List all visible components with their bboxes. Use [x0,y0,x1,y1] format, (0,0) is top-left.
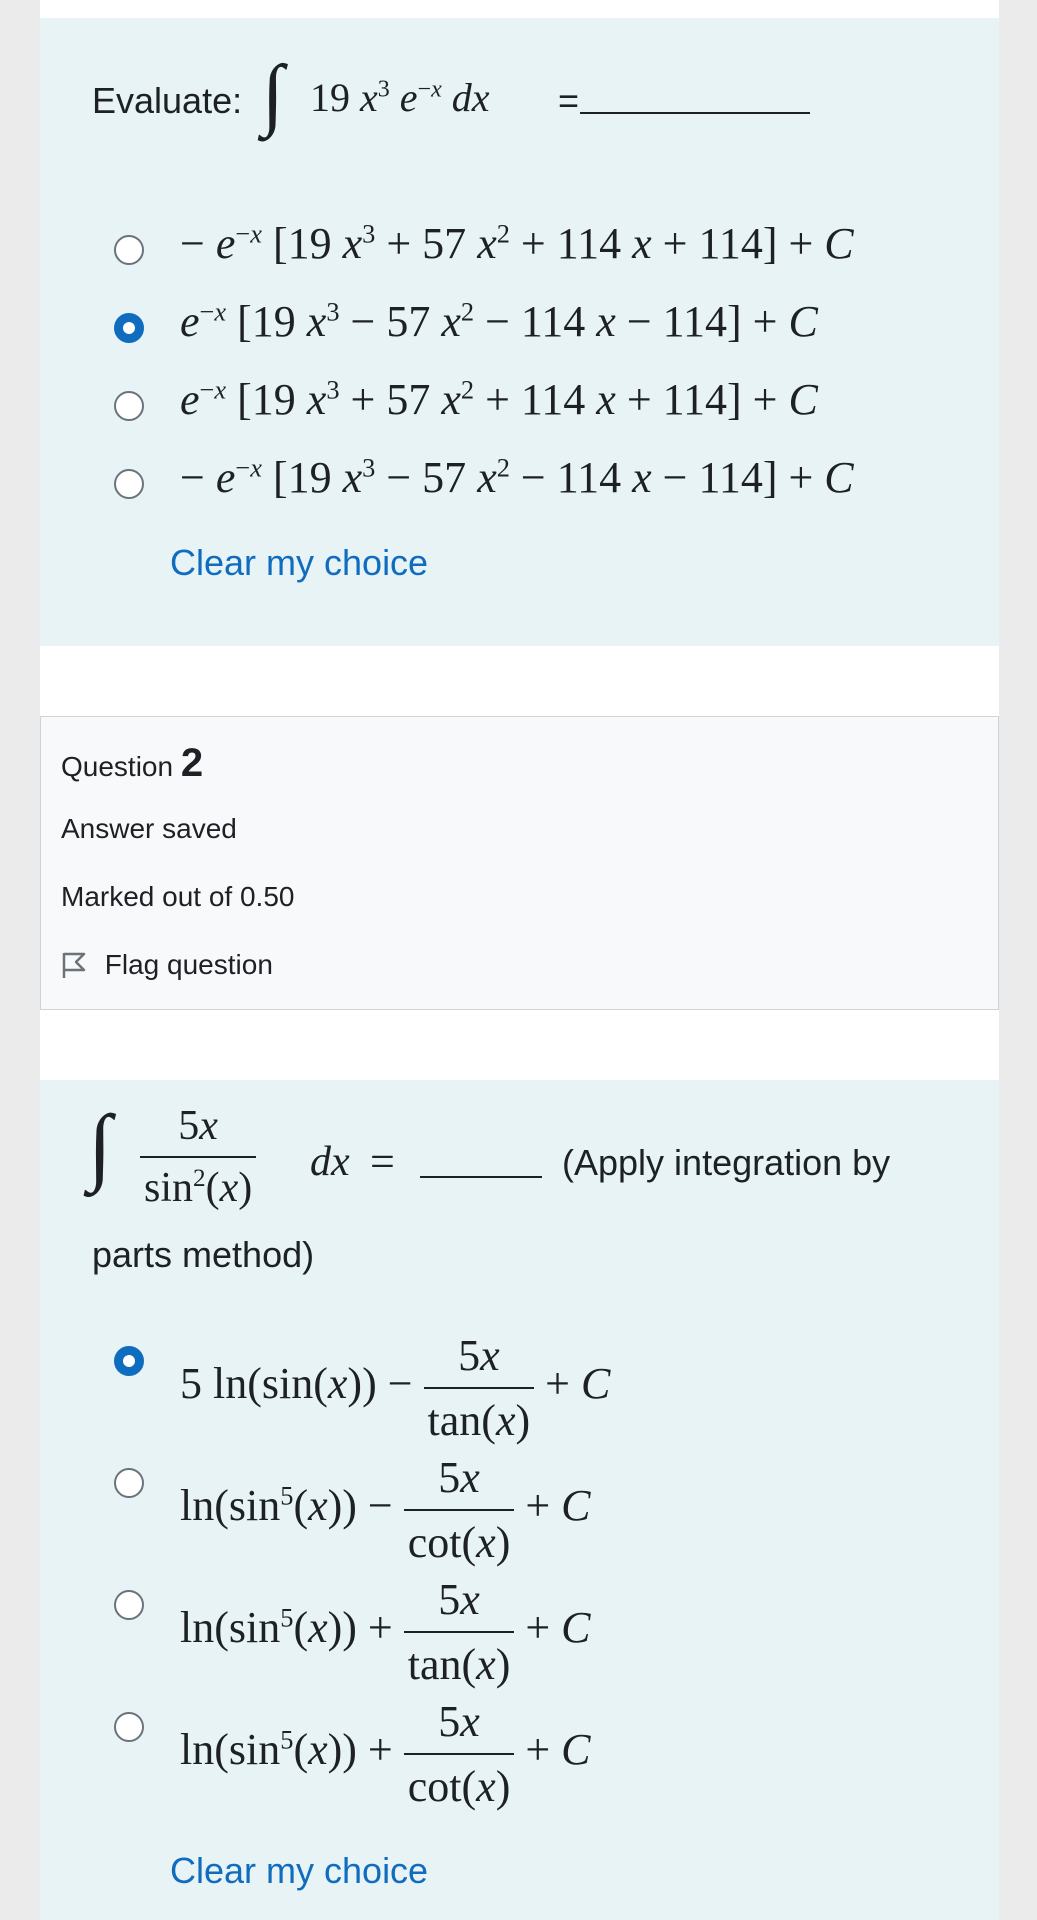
question-marks: Marked out of 0.50 [61,881,295,912]
q1-integral-sign: ∫ [262,50,284,138]
q2-option-2-text: $\ln(\sin^5(x))$ − $\frac{5x}{\cot(x)}$ + C [180,1453,591,1567]
question-status: Answer saved [61,813,237,844]
flag-icon [61,951,87,979]
q1-equals: = [558,80,580,121]
q2-frac-den: $\sin^2(x)$ [144,1165,253,1211]
q2-integral-sign: ∫ [88,1097,112,1193]
q1-option-3[interactable] [114,374,974,430]
q1-prompt-label: Evaluate: [92,80,243,121]
q2-option-1-radio[interactable] [114,1346,144,1376]
q1-option-4-text: − $e^{-x}$ [19 $x^3 - 57$ $x^2 - 114$ x − 114] + C [180,452,854,502]
question-2-content [40,1080,999,1920]
q2-option-1[interactable] [114,1330,914,1445]
flag-question-label: Flag question [104,949,273,980]
q2-clear-choice-link[interactable]: Clear my choice [170,1850,429,1891]
q1-option-4-radio[interactable] [114,469,144,499]
q2-option-3[interactable] [114,1574,914,1689]
q2-option-3-radio[interactable] [114,1590,144,1620]
q2-integrand-fraction [140,1102,256,1212]
q2-hint: (Apply integration by [562,1142,891,1183]
separator [40,646,999,716]
question-number-value: 2 [180,741,204,785]
q2-frac-num: 5x [178,1103,218,1149]
q2-option-1-text: 5 ln(sin(x)) − $\frac{5x}{\tan(x)}$ + C [180,1331,611,1445]
q1-option-1-radio[interactable] [114,235,144,265]
q2-option-4-text: $\ln(\sin^5(x))$ + $\frac{5x}{\cot(x)}$ + C [180,1697,591,1811]
q1-option-2[interactable] [114,296,974,352]
separator-2 [40,1010,999,1080]
question-number [61,741,203,786]
q1-answer-blank [580,112,810,114]
q1-option-4[interactable] [114,452,974,508]
question-1-content [40,18,999,646]
top-strip [40,0,999,18]
q2-option-2[interactable] [114,1452,914,1567]
q1-option-2-text: $e^{-x}$ [19 $x^3 - 57$ $x^2 - 114$ x − 114] + C [180,296,818,346]
q1-clear-choice-link[interactable]: Clear my choice [170,542,429,583]
q1-option-2-radio[interactable] [114,313,144,343]
q2-option-4-radio[interactable] [114,1712,144,1742]
question-word: Question [61,751,174,782]
q2-equals: = [370,1137,395,1186]
q1-option-1[interactable] [114,218,974,274]
q2-option-4[interactable] [114,1696,914,1811]
flag-question-link[interactable] [61,949,273,981]
q2-option-2-radio[interactable] [114,1468,144,1498]
q2-answer-blank [420,1176,542,1178]
q1-option-3-radio[interactable] [114,391,144,421]
q2-hint-continued: parts method) [92,1234,315,1275]
q2-dx: dx [310,1139,350,1185]
q1-option-3-text: $e^{-x}$ [19 $x^3 + 57$ $x^2 + 114$ x + 114] + C [180,374,818,424]
q1-integrand: 19 $x^3$ $e^{-x}$ dx [310,75,490,120]
q1-option-1-text: − $e^{-x}$ [19 $x^3 + 57$ $x^2 + 114$ x + 114] + C [180,218,854,268]
q2-option-3-text: $\ln(\sin^5(x))$ + $\frac{5x}{\tan(x)}$ + C [180,1575,591,1689]
question-2-info [40,716,999,1010]
